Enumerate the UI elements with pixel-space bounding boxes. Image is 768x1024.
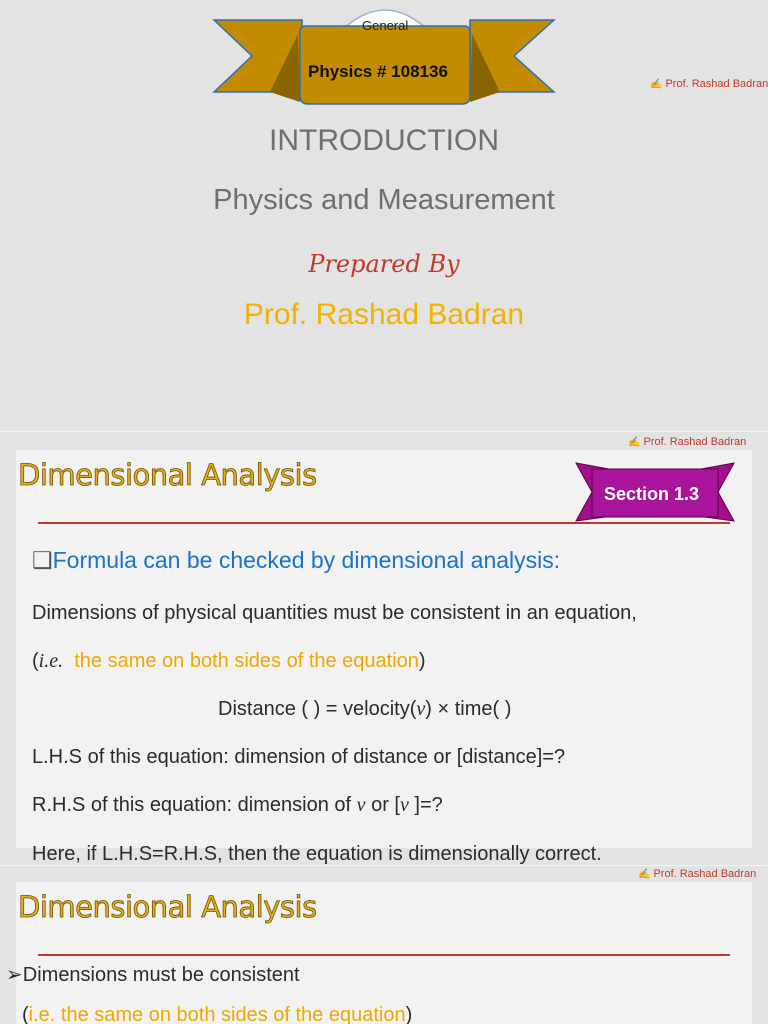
rhs-text: or [ — [365, 794, 400, 816]
slide-title: Dimensional Analysis — [18, 458, 317, 492]
paren-open: ( — [22, 1004, 29, 1024]
slide-heading: INTRODUCTION — [269, 124, 499, 157]
signature-mark-icon: ✍ — [628, 437, 641, 448]
highlight-text: i.e. the same on both sides of the equation — [28, 1004, 406, 1024]
bullet-item — [6, 962, 300, 987]
conclusion-line: Here, if L.H.S=R.H.S, then the equation is dimensionally correct. — [32, 843, 602, 865]
author-credit-text: Prof. Rashad Badran — [665, 78, 768, 90]
author-name: Prof. Rashad Badran — [243, 298, 525, 331]
distance-equation — [218, 698, 511, 721]
paren-close: ) — [418, 650, 426, 672]
paren-open: ( — [32, 650, 39, 672]
equation-part: Distance ( ) = velocity( — [218, 698, 417, 720]
author-credit-text: Prof. Rashad Badran — [653, 868, 757, 880]
consistency-line: Dimensions of physical quantities must be consistent in an equation, — [32, 602, 637, 624]
author-credit — [638, 868, 756, 880]
title-underline — [38, 954, 730, 956]
author-credit — [628, 436, 746, 448]
highlight-text: the same on both sides of the equation — [74, 650, 419, 672]
author-credit-text: Prof. Rashad Badran — [643, 436, 747, 448]
equation-part: ) × time( ) — [425, 698, 512, 720]
velocity-symbol: v — [356, 794, 366, 816]
signature-mark-icon: ✍ — [650, 79, 663, 90]
author-credit — [650, 78, 768, 90]
arrow-bullet-icon: ➢ — [6, 964, 23, 986]
velocity-symbol: v — [399, 794, 409, 816]
prepared-by-label: Prepared By — [308, 250, 460, 278]
bullet-text: Formula can be checked by dimensional analysis: — [52, 547, 561, 573]
slide-subheading: Physics and Measurement — [213, 184, 555, 216]
lhs-line: L.H.S of this equation: dimension of distance or [distance]=? — [32, 746, 566, 768]
rhs-text: R.H.S of this equation: dimension of — [32, 794, 357, 816]
dimensional-analysis-slide — [0, 432, 768, 866]
section-badge-label: Section 1.3 — [604, 484, 700, 504]
banner-course-code: Physics # 108136 — [308, 62, 448, 81]
ribbon-banner — [210, 0, 558, 110]
rhs-line — [32, 794, 443, 817]
bullet-item-text: Dimensions must be consistent — [22, 964, 300, 986]
title-slide — [0, 0, 768, 432]
rhs-text: ]=? — [408, 794, 443, 816]
same-both-sides-line — [32, 650, 426, 673]
dimensional-analysis-slide-2 — [0, 866, 768, 1024]
checkbox-bullet-icon: ❑ — [32, 547, 53, 573]
bullet-heading — [32, 547, 560, 574]
same-both-sides-line — [22, 1004, 412, 1024]
ie-abbrev: i.e. — [38, 650, 64, 672]
paren-close: ) — [405, 1004, 413, 1024]
slide-title: Dimensional Analysis — [18, 890, 317, 924]
velocity-symbol: v — [416, 698, 426, 720]
signature-mark-icon: ✍ — [638, 869, 651, 880]
banner-tab-label: General — [362, 18, 409, 33]
title-underline — [38, 522, 730, 524]
